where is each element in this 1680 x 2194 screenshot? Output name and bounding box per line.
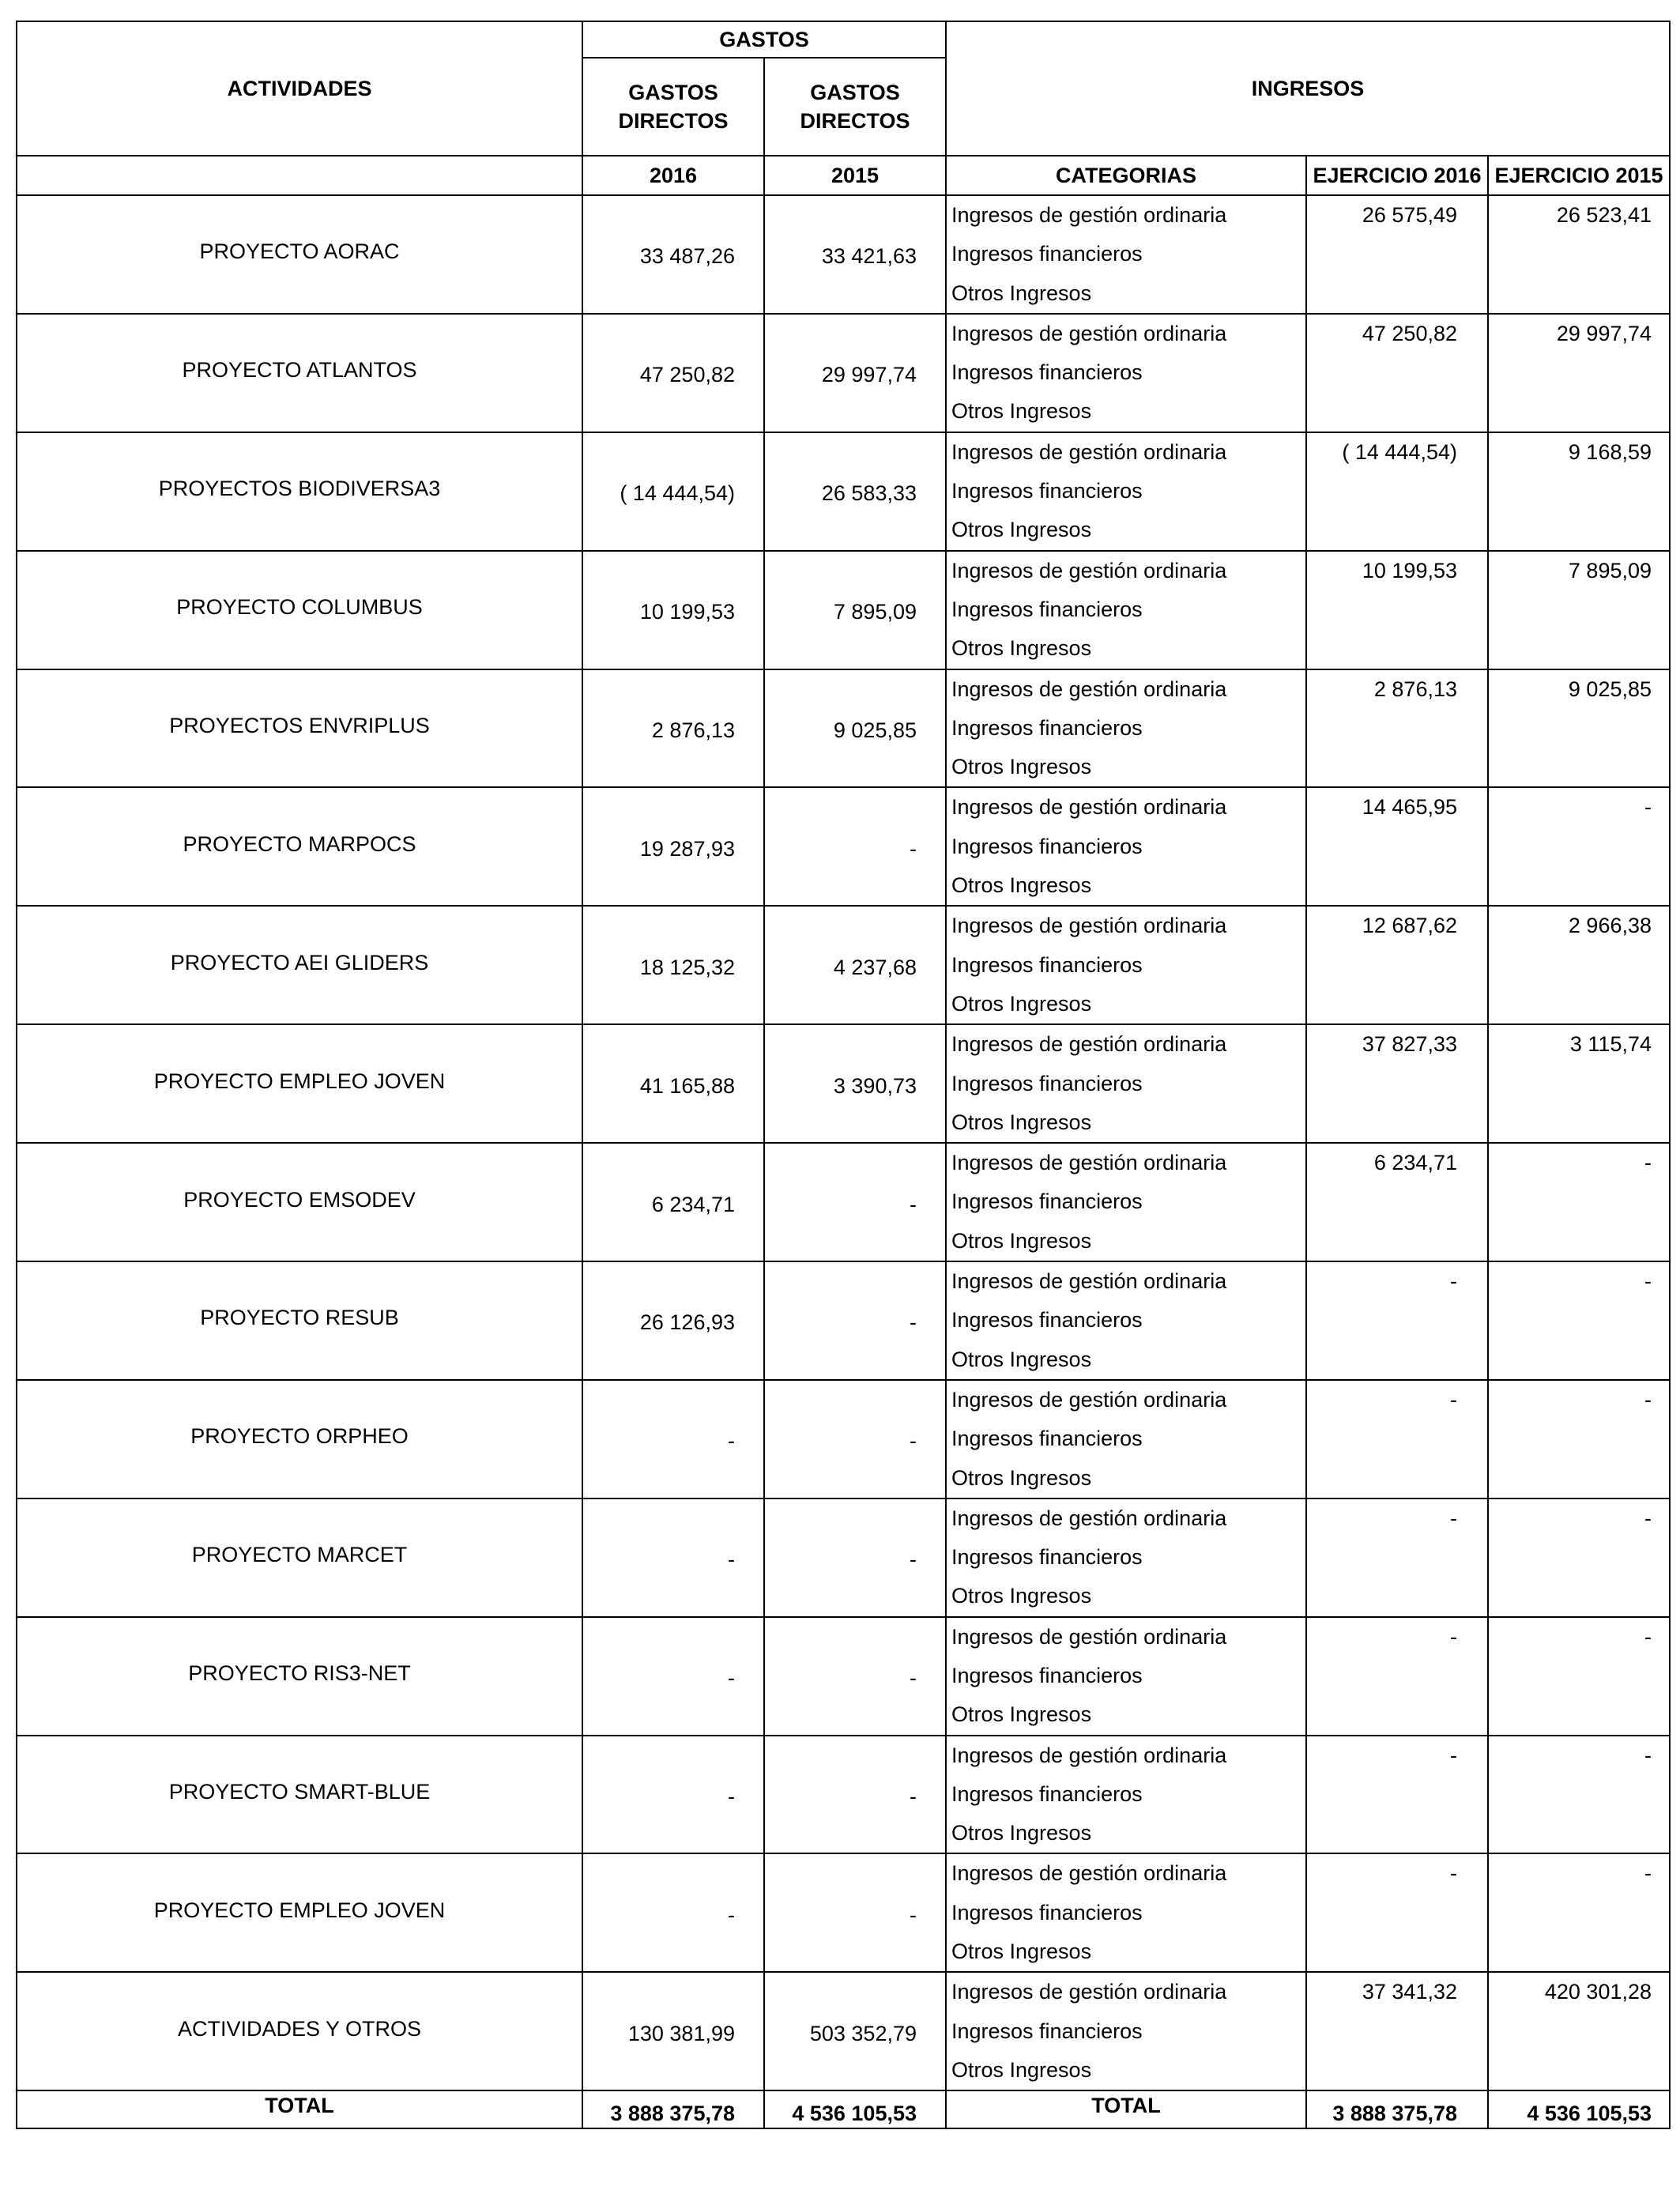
categories-cell	[946, 551, 1306, 669]
activity-cell	[17, 432, 582, 551]
gastos-2016-cell	[582, 1617, 764, 1736]
header-actividades: ACTIVIDADES	[17, 21, 582, 156]
ingresos-2015-value: 2 966,38	[1568, 914, 1652, 938]
ingresos-2015-cell	[1488, 1853, 1670, 1972]
gastos-2015-cell	[764, 1024, 946, 1143]
gastos-2015-cell	[764, 1736, 946, 1854]
table-row	[17, 1853, 1670, 1972]
table-row	[17, 1143, 1670, 1261]
categories-cell	[946, 1380, 1306, 1498]
category-label: Ingresos financieros	[951, 597, 1143, 621]
categories-cell	[946, 787, 1306, 906]
activity-name: PROYECTOS ENVRIPLUS	[169, 714, 430, 737]
gastos-2016-cell	[582, 1972, 764, 2090]
activity-cell	[17, 551, 582, 669]
category-label: Otros Ingresos	[951, 1110, 1092, 1134]
gastos-2016-value: -	[728, 1666, 735, 1691]
ingresos-2015-value: 3 115,74	[1569, 1032, 1652, 1057]
activity-cell	[17, 314, 582, 432]
category-label: Ingresos financieros	[951, 952, 1143, 977]
ingresos-2015-value: 7 895,09	[1568, 558, 1652, 582]
gastos-2016-value: ( 14 444,54)	[620, 481, 735, 506]
ingresos-2016-value: -	[1450, 1269, 1457, 1294]
ingresos-2015-value: -	[1644, 1387, 1652, 1412]
header-categorias: CATEGORIAS	[946, 156, 1306, 195]
ingresos-2015-value: -	[1644, 1743, 1652, 1767]
total-ingresos-2016: 3 888 375,78	[1306, 2090, 1488, 2128]
ingresos-2016-value: -	[1450, 1506, 1457, 1530]
ingresos-2015-cell	[1488, 906, 1670, 1024]
categories-cell	[946, 1143, 1306, 1261]
header-ejercicio-2016: EJERCICIO 2016	[1306, 156, 1488, 195]
category-label: Ingresos financieros	[951, 1427, 1143, 1451]
activity-name: PROYECTO AEI GLIDERS	[170, 950, 429, 974]
category-label: Ingresos financieros	[951, 715, 1143, 740]
category-label: Ingresos financieros	[951, 479, 1143, 503]
gastos-2015-cell	[764, 787, 946, 906]
gastos-2016-value: 6 234,71	[651, 1192, 735, 1216]
gastos-2015-value: -	[910, 836, 917, 861]
category-label: Ingresos financieros	[951, 1308, 1143, 1333]
ingresos-2015-value: -	[1644, 1151, 1652, 1175]
ingresos-2015-value: -	[1644, 1269, 1652, 1294]
table-row	[17, 195, 1670, 314]
category-label: Ingresos financieros	[951, 1189, 1143, 1214]
ingresos-2016-value: ( 14 444,54)	[1342, 439, 1457, 464]
categories-cell	[946, 906, 1306, 1024]
activity-name: PROYECTO SMART-BLUE	[168, 1780, 431, 1804]
ingresos-2016-value: 12 687,62	[1362, 914, 1457, 938]
activity-cell	[17, 1024, 582, 1143]
category-label: Ingresos financieros	[951, 1545, 1143, 1570]
activity-name: PROYECTO EMPLEO JOVEN	[153, 1069, 446, 1093]
ingresos-2016-value: 37 827,33	[1362, 1032, 1457, 1057]
gastos-2016-cell	[582, 1853, 764, 1972]
category-label: Ingresos financieros	[951, 2019, 1143, 2043]
category-label: Ingresos de gestión ordinaria	[951, 1387, 1227, 1412]
activity-cell	[17, 669, 582, 788]
category-label: Ingresos de gestión ordinaria	[951, 914, 1227, 938]
activity-cell	[17, 906, 582, 1024]
activity-cell	[17, 1143, 582, 1261]
activity-name: PROYECTOS BIODIVERSA3	[158, 477, 441, 501]
categories-cell	[946, 195, 1306, 314]
gastos-2015-value: -	[910, 1666, 917, 1691]
gastos-2016-value: 10 199,53	[639, 600, 735, 624]
table-row	[17, 314, 1670, 432]
activity-name: PROYECTO RESUB	[200, 1306, 399, 1330]
activity-name: PROYECTO AORAC	[199, 239, 400, 264]
activity-cell	[17, 1853, 582, 1972]
category-label: Otros Ingresos	[951, 2057, 1092, 2082]
activity-name: PROYECTO ORPHEO	[190, 1424, 409, 1449]
gastos-2015-cell	[764, 1380, 946, 1498]
ingresos-2015-cell	[1488, 1972, 1670, 2090]
header-blank	[17, 156, 582, 195]
gastos-2015-value: -	[910, 1192, 917, 1216]
ingresos-2016-value: 26 575,49	[1362, 203, 1457, 227]
categories-cell	[946, 1736, 1306, 1854]
category-label: Ingresos de gestión ordinaria	[951, 1624, 1227, 1649]
category-label: Otros Ingresos	[951, 281, 1092, 305]
ingresos-2016-cell	[1306, 1143, 1488, 1261]
header-year-2016: 2016	[582, 156, 764, 195]
activity-cell	[17, 787, 582, 906]
total-ingresos-2015: 4 536 105,53	[1488, 2090, 1670, 2128]
category-label: Otros Ingresos	[951, 636, 1092, 661]
ingresos-2016-cell	[1306, 1380, 1488, 1498]
gastos-2015-cell	[764, 669, 946, 788]
gastos-2016-value: 47 250,82	[639, 363, 735, 387]
gastos-2016-value: -	[728, 1547, 735, 1572]
ingresos-2015-cell	[1488, 669, 1670, 788]
gastos-2016-value: 41 165,88	[639, 1073, 735, 1098]
ingresos-2015-cell	[1488, 432, 1670, 551]
gastos-2016-cell	[582, 551, 764, 669]
header-gastos-directos-2015: GASTOS DIRECTOS	[764, 58, 946, 156]
categories-cell	[946, 1024, 1306, 1143]
category-label: Otros Ingresos	[951, 1465, 1092, 1490]
ingresos-2015-value: 9 025,85	[1568, 677, 1652, 701]
categories-cell	[946, 1261, 1306, 1380]
gastos-2016-cell	[582, 1380, 764, 1498]
gastos-2016-value: 33 487,26	[639, 244, 735, 269]
categories-cell	[946, 314, 1306, 432]
table-row	[17, 1261, 1670, 1380]
ingresos-2015-cell	[1488, 1617, 1670, 1736]
gastos-2016-cell	[582, 787, 764, 906]
category-label: Ingresos financieros	[951, 1071, 1143, 1095]
ingresos-2016-cell	[1306, 1617, 1488, 1736]
category-label: Ingresos de gestión ordinaria	[951, 203, 1227, 227]
category-label: Ingresos de gestión ordinaria	[951, 558, 1227, 582]
categories-cell	[946, 432, 1306, 551]
ingresos-2016-cell	[1306, 1972, 1488, 2090]
gastos-2015-cell	[764, 906, 946, 1024]
gastos-2015-value: -	[910, 1429, 917, 1453]
gastos-2016-cell	[582, 1261, 764, 1380]
ingresos-2015-cell	[1488, 1261, 1670, 1380]
ingresos-2016-value: 10 199,53	[1362, 558, 1457, 582]
activity-name: PROYECTO COLUMBUS	[176, 595, 423, 620]
activity-name: PROYECTO MARPOCS	[183, 831, 416, 856]
category-label: Otros Ingresos	[951, 1940, 1092, 1964]
total-gastos-2015: 4 536 105,53	[764, 2090, 946, 2128]
ingresos-2015-cell	[1488, 1380, 1670, 1498]
category-label: Otros Ingresos	[951, 1228, 1092, 1253]
category-label: Otros Ingresos	[951, 873, 1092, 898]
category-label: Ingresos de gestión ordinaria	[951, 321, 1227, 345]
category-label: Ingresos de gestión ordinaria	[951, 1032, 1227, 1057]
header-gastos: GASTOS	[582, 21, 946, 58]
total-gastos-2016: 3 888 375,78	[582, 2090, 764, 2128]
gastos-2015-value: -	[910, 1547, 917, 1572]
ingresos-2016-cell	[1306, 195, 1488, 314]
table-row	[17, 1736, 1670, 1854]
gastos-2016-cell	[582, 1498, 764, 1617]
gastos-2015-value: 4 237,68	[833, 955, 917, 979]
ingresos-2016-cell	[1306, 1736, 1488, 1854]
gastos-2016-value: 26 126,93	[639, 1310, 735, 1335]
categories-cell	[946, 1617, 1306, 1736]
ingresos-2015-cell	[1488, 551, 1670, 669]
table-row	[17, 551, 1670, 669]
table-row	[17, 1972, 1670, 2090]
total-label: TOTAL	[17, 2090, 582, 2128]
activity-name: PROYECTO RIS3-NET	[188, 1661, 411, 1686]
ingresos-2015-cell	[1488, 1143, 1670, 1261]
ingresos-2016-cell	[1306, 1261, 1488, 1380]
activity-name: PROYECTO MARCET	[191, 1543, 408, 1567]
ingresos-2016-cell	[1306, 906, 1488, 1024]
ingresos-2016-value: 2 876,13	[1373, 677, 1457, 701]
gastos-2016-cell	[582, 314, 764, 432]
category-label: Ingresos financieros	[951, 1663, 1143, 1687]
ingresos-2015-value: -	[1644, 1506, 1652, 1530]
activity-cell	[17, 1498, 582, 1617]
activity-cell	[17, 195, 582, 314]
gastos-2015-value: 9 025,85	[833, 718, 917, 742]
ingresos-2016-cell	[1306, 1853, 1488, 1972]
gastos-2015-value: 26 583,33	[821, 481, 917, 506]
gastos-2016-value: 2 876,13	[651, 718, 735, 742]
gastos-2015-cell	[764, 195, 946, 314]
ingresos-2015-cell	[1488, 1736, 1670, 1854]
category-label: Ingresos financieros	[951, 1900, 1143, 1924]
ingresos-2015-value: 9 168,59	[1568, 439, 1652, 464]
ingresos-2016-cell	[1306, 432, 1488, 551]
total-ingresos-label: TOTAL	[946, 2090, 1306, 2128]
gastos-2016-cell	[582, 1736, 764, 1854]
category-label: Ingresos de gestión ordinaria	[951, 439, 1227, 464]
gastos-2015-cell	[764, 1617, 946, 1736]
gastos-2015-cell	[764, 432, 946, 551]
category-label: Otros Ingresos	[951, 1347, 1092, 1371]
gastos-2015-value: 7 895,09	[833, 600, 917, 624]
ingresos-2016-cell	[1306, 1024, 1488, 1143]
activity-cell	[17, 1261, 582, 1380]
ingresos-2016-value: -	[1450, 1387, 1457, 1412]
ingresos-2016-value: 14 465,95	[1362, 795, 1457, 820]
ingresos-2015-value: 420 301,28	[1544, 1980, 1652, 2004]
gastos-2016-cell	[582, 1143, 764, 1261]
gastos-2016-cell	[582, 195, 764, 314]
gastos-2016-value: 19 287,93	[639, 836, 735, 861]
gastos-2015-value: 33 421,63	[821, 244, 917, 269]
gastos-2016-value: -	[728, 1429, 735, 1453]
table-row	[17, 1380, 1670, 1498]
gastos-2016-cell	[582, 669, 764, 788]
activity-cell	[17, 1380, 582, 1498]
table-row	[17, 906, 1670, 1024]
gastos-2015-cell	[764, 1853, 946, 1972]
gastos-2015-cell	[764, 1972, 946, 2090]
category-label: Otros Ingresos	[951, 1584, 1092, 1608]
activity-name: PROYECTO ATLANTOS	[182, 358, 417, 383]
ingresos-2016-value: 37 341,32	[1362, 1980, 1457, 2004]
ingresos-2016-cell	[1306, 787, 1488, 906]
ingresos-2015-cell	[1488, 195, 1670, 314]
categories-cell	[946, 1498, 1306, 1617]
header-gastos-directos-2016: GASTOS DIRECTOS	[582, 58, 764, 156]
gastos-2016-value: 130 381,99	[627, 2021, 735, 2045]
gastos-2016-value: 18 125,32	[639, 955, 735, 979]
ingresos-2015-cell	[1488, 314, 1670, 432]
category-label: Otros Ingresos	[951, 518, 1092, 542]
gastos-2015-cell	[764, 1143, 946, 1261]
ingresos-2015-cell	[1488, 787, 1670, 906]
gastos-2015-value: 3 390,73	[833, 1073, 917, 1098]
activity-cell	[17, 1736, 582, 1854]
table-row	[17, 787, 1670, 906]
category-label: Otros Ingresos	[951, 1821, 1092, 1845]
category-label: Ingresos de gestión ordinaria	[951, 1861, 1227, 1886]
ingresos-2016-cell	[1306, 1498, 1488, 1617]
category-label: Otros Ingresos	[951, 755, 1092, 779]
ingresos-2016-value: -	[1450, 1743, 1457, 1767]
ingresos-2016-cell	[1306, 551, 1488, 669]
gastos-2015-value: 29 997,74	[821, 363, 917, 387]
gastos-2016-value: -	[728, 1785, 735, 1809]
ingresos-2015-value: 26 523,41	[1556, 203, 1652, 227]
ingresos-2015-value: -	[1644, 1861, 1652, 1886]
gastos-2016-cell	[582, 432, 764, 551]
table-row	[17, 1617, 1670, 1736]
table-row	[17, 432, 1670, 551]
category-label: Ingresos de gestión ordinaria	[951, 1506, 1227, 1530]
header-ingresos: INGRESOS	[946, 21, 1670, 156]
category-label: Ingresos financieros	[951, 834, 1143, 858]
category-label: Ingresos de gestión ordinaria	[951, 677, 1227, 701]
activity-cell	[17, 1617, 582, 1736]
category-label: Otros Ingresos	[951, 991, 1092, 1016]
ingresos-2015-value: 29 997,74	[1556, 321, 1652, 345]
gastos-2016-cell	[582, 1024, 764, 1143]
gastos-2015-cell	[764, 314, 946, 432]
gastos-2015-cell	[764, 1498, 946, 1617]
activity-cell	[17, 1972, 582, 2090]
gastos-2015-value: -	[910, 1902, 917, 1927]
category-label: Otros Ingresos	[951, 1702, 1092, 1727]
ingresos-2015-cell	[1488, 1024, 1670, 1143]
categories-cell	[946, 1972, 1306, 2090]
ingresos-2016-cell	[1306, 669, 1488, 788]
categories-cell	[946, 669, 1306, 788]
gastos-2015-value: 503 352,79	[809, 2021, 917, 2045]
ingresos-2016-cell	[1306, 314, 1488, 432]
activity-name: ACTIVIDADES Y OTROS	[177, 2016, 422, 2041]
category-label: Ingresos financieros	[951, 360, 1143, 385]
category-label: Otros Ingresos	[951, 399, 1092, 424]
ingresos-2016-value: -	[1450, 1624, 1457, 1649]
ingresos-2015-value: -	[1644, 795, 1652, 820]
ingresos-2015-value: -	[1644, 1624, 1652, 1649]
gastos-2015-cell	[764, 551, 946, 669]
category-label: Ingresos de gestión ordinaria	[951, 795, 1227, 820]
activity-name: PROYECTO EMSODEV	[183, 1187, 416, 1212]
ingresos-2016-value: 47 250,82	[1362, 321, 1457, 345]
ingresos-2015-cell	[1488, 1498, 1670, 1617]
table-row	[17, 1024, 1670, 1143]
gastos-2016-cell	[582, 906, 764, 1024]
ingresos-2016-value: 6 234,71	[1373, 1151, 1457, 1175]
category-label: Ingresos de gestión ordinaria	[951, 1151, 1227, 1175]
total-row	[17, 2090, 1670, 2128]
gastos-2015-value: -	[910, 1785, 917, 1809]
header-ejercicio-2015: EJERCICIO 2015	[1488, 156, 1670, 195]
gastos-2015-cell	[764, 1261, 946, 1380]
header-year-2015: 2015	[764, 156, 946, 195]
category-label: Ingresos financieros	[951, 242, 1143, 266]
activity-name: PROYECTO EMPLEO JOVEN	[153, 1898, 446, 1922]
categories-cell	[946, 1853, 1306, 1972]
category-label: Ingresos de gestión ordinaria	[951, 1980, 1227, 2004]
gastos-2015-value: -	[910, 1310, 917, 1335]
category-label: Ingresos financieros	[951, 1781, 1143, 1806]
ingresos-2016-value: -	[1450, 1861, 1457, 1886]
table-row	[17, 1498, 1670, 1617]
gastos-2016-value: -	[728, 1902, 735, 1927]
table-row	[17, 669, 1670, 788]
activities-table	[16, 21, 1671, 2129]
category-label: Ingresos de gestión ordinaria	[951, 1269, 1227, 1294]
category-label: Ingresos de gestión ordinaria	[951, 1743, 1227, 1767]
